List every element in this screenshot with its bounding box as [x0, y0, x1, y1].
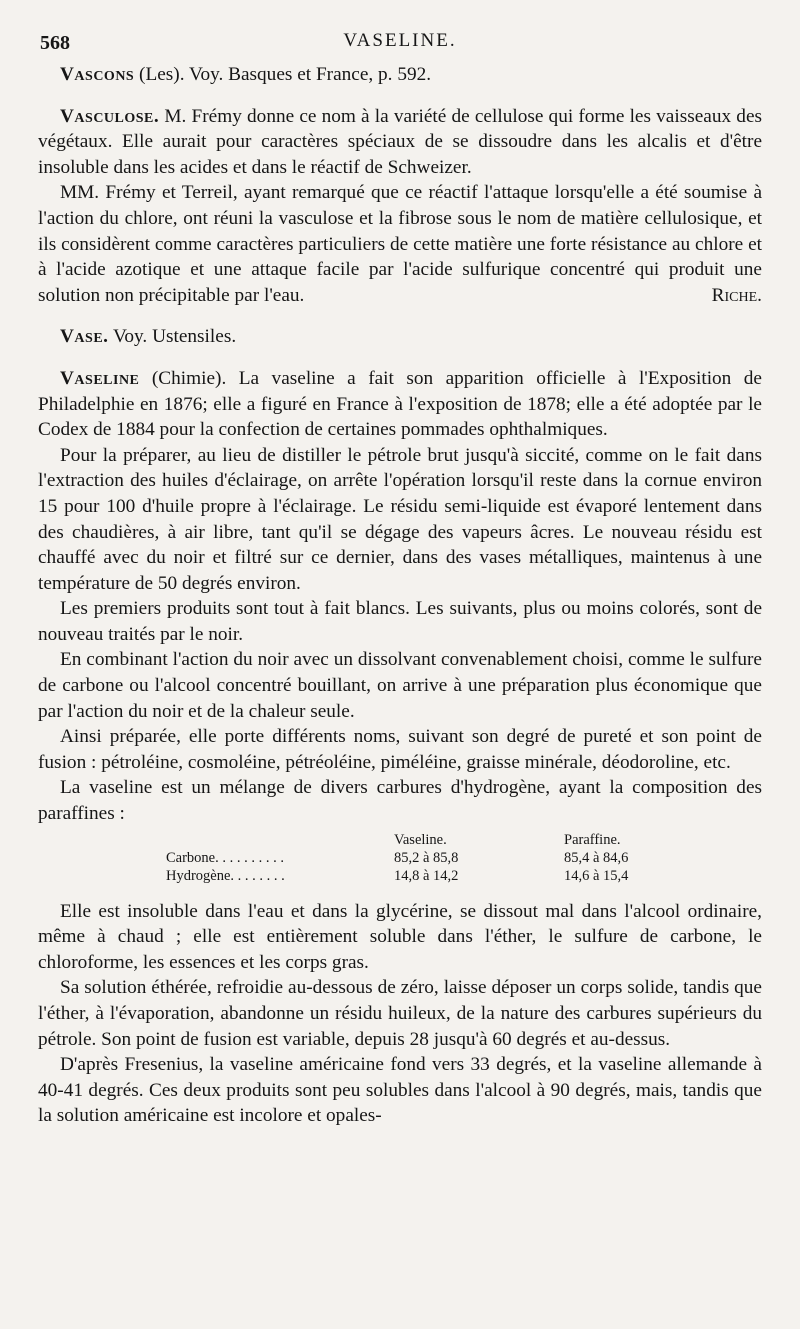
table-cell-element: Carbone. . . . . . . . . .: [166, 849, 284, 866]
page-header: [40, 28, 760, 58]
entry-vase-text: Voy. Ustensiles.: [108, 326, 237, 348]
vaseline-paragraph-4: En combinant l'action du noir avec un dissolvant convenablement choisi, comme le sulfure de carbone ou l'alcool concentré bouillant, on arrive à une préparation plus économique que par l'action du noir et de la chaleur seule.: [38, 649, 762, 722]
table-row: [166, 867, 686, 885]
table-header-paraffine: Paraffine.: [564, 831, 621, 848]
table-cell-element: Hydrogène. . . . . . . .: [166, 867, 285, 884]
table-cell-vaseline: 85,2 à 85,8: [394, 849, 459, 866]
headword-vasculose: Vasculose.: [60, 105, 160, 127]
vaseline-paragraph-3: Les premiers produits sont tout à fait blancs. Les suivants, plus ou moins colorés, sont de nouveau traités par le noir.: [38, 598, 762, 645]
table-cell-vaseline: 14,8 à 14,2: [394, 867, 459, 884]
running-title: VASELINE.: [343, 30, 457, 51]
vaseline-paragraph-9: D'après Fresenius, la vaseline américaine fond vers 33 degrés, et la vaseline allemande à 40-41 degrés. Ces deux produits sont peu solubles dans l'alcool à 90 degrés, mais, tandis que la solution américaine est incolore et opales-: [38, 1054, 762, 1127]
entry-vascons: [38, 62, 762, 88]
entry-vasculose: [38, 104, 762, 309]
vaseline-paragraph-7: Elle est insoluble dans l'eau et dans la glycérine, se dissout mal dans l'alcool ordinaire, même à chaud ; elle est entièrement soluble dans l'éther, le sulfure de carbone, le chloroforme, les essences et les corps gras.: [38, 900, 762, 973]
table-header-cell: [166, 831, 394, 849]
table-header-row: [166, 831, 686, 849]
vaseline-paragraph-8: Sa solution éthérée, refroidie au-dessous de zéro, laisse déposer un corps solide, tandis que l'éther, à l'évaporation, abandonne un résidu huileux, de la nature des carbures supérieurs du pétrole. Son point de fusion est variable, depuis 28 jusqu'à 60 degrés et au-dessus.: [38, 977, 762, 1050]
vaseline-paragraph-5: Ainsi préparée, elle porte différents noms, suivant son degré de pureté et son point de fusion : pétroléine, cosmoléine, pétréoléine, piméléine, graisse minérale, déodoroline, etc.: [38, 726, 762, 773]
table-cell-paraffine: 14,6 à 15,4: [564, 867, 629, 884]
page-number: 568: [40, 32, 70, 54]
table-row: [166, 849, 686, 867]
page-body: [38, 62, 762, 1145]
headword-vaseline: Vaseline: [60, 367, 140, 389]
vasculose-text-1: M. Frémy donne ce nom à la variété de cellulose qui forme les vaisseaux des végétaux. Elle aurait pour caractères spéciaux de se dissoudre dans les alcalis et d'être insoluble dans les acides et dans le réactif de Schweizer.: [38, 105, 762, 178]
vaseline-paragraph-1: [38, 366, 762, 443]
vaseline-paragraph-6: La vaseline est un mélange de divers carbures d'hydrogène, ayant la composition des paraffines :: [38, 777, 762, 825]
vasculose-paragraph-1: [38, 104, 762, 181]
entry-vaseline: [38, 366, 762, 1129]
entry-vase: [38, 324, 762, 350]
author-signature: Riche.: [711, 284, 762, 306]
headword-vascons: Vascons: [60, 64, 135, 85]
vasculose-paragraph-2: MM. Frémy et Terreil, ayant remarqué que ce réactif l'attaque lorsqu'elle a été soumise à l'action du chlore, ont réuni la vasculose et la fibrose sous le nom de matière cellulosique, et ils considèrent comme caractères particuliers de cette matière une forte résistance au chlore et à l'acide azotique et une attaque facile par l'acide sulfurique concentré qui produit une solution non précipitable par l'eau.: [38, 182, 762, 306]
table-cell-paraffine: 85,4 à 84,6: [564, 849, 629, 866]
composition-table: [166, 831, 686, 885]
table-header-vaseline: Vaseline.: [394, 831, 447, 848]
vaseline-text-1: (Chimie). La vaseline a fait son apparition officielle à l'Exposition de Philadelphie en 1876; elle a figuré en France à l'exposition de 1878; elle a été adoptée par le Codex de 1884 pour la confection de certaines pommades ophthalmiques.: [38, 367, 762, 441]
entry-vascons-text: (Les). Voy. Basques et France, p. 592.: [134, 64, 432, 85]
vaseline-paragraph-2: Pour la préparer, au lieu de distiller le pétrole brut jusqu'à siccité, comme on le fait dans l'extraction des huiles d'éclairage, on arrête l'opération lorsqu'il reste dans la cornue environ 15 pour 100 d'huile propre à l'éclairage. Le résidu semi-liquide est évaporé lentement dans des chaudières, à air libre, tant qu'il se dégage des vapeurs âcres. Le nouveau résidu est chauffé avec du noir et filtré sur ce dernier, dans des vases métalliques, maintenus à une température de 50 degrés environ.: [38, 444, 762, 594]
headword-vase: Vase.: [60, 326, 109, 348]
